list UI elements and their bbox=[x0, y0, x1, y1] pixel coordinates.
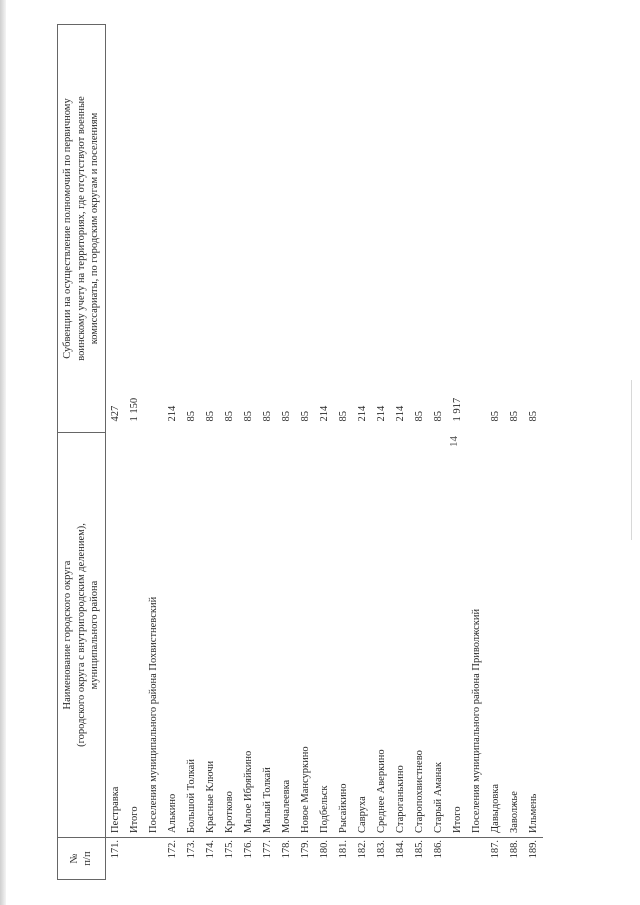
row-name: Поселения муниципального района Приволжский bbox=[467, 433, 486, 838]
table-row bbox=[429, 25, 448, 880]
row-name: Староганькино bbox=[391, 433, 410, 838]
rotated-page-content bbox=[57, 25, 627, 880]
row-value: 214 bbox=[318, 405, 330, 422]
table-row bbox=[334, 25, 353, 880]
row-value: 214 bbox=[375, 405, 387, 422]
row-name: Новое Мансуркино bbox=[296, 433, 315, 838]
row-number bbox=[125, 838, 144, 880]
row-value: 85 bbox=[280, 411, 292, 422]
row-number bbox=[144, 838, 163, 880]
row-name: Ильмень bbox=[524, 433, 543, 838]
header-subsidy: Субвенции на осуществление полномочий по первичному воинскому учету на территориях, где отсутствуют военные комиссариаты, по городским округам и поселениям bbox=[58, 25, 106, 433]
row-number: 176. bbox=[242, 840, 254, 859]
row-name: Малый Толкай bbox=[258, 433, 277, 838]
table-row bbox=[220, 25, 239, 880]
row-name: Итого bbox=[448, 433, 467, 838]
row-number: 187. bbox=[489, 840, 501, 859]
row-number: 183. bbox=[375, 840, 387, 859]
row-number: 173. bbox=[185, 840, 197, 859]
row-number: 174. bbox=[204, 840, 216, 859]
table-row bbox=[467, 25, 486, 880]
table-row bbox=[201, 25, 220, 880]
table-row bbox=[315, 25, 334, 880]
table-row bbox=[410, 25, 429, 880]
table-body bbox=[105, 25, 543, 880]
table-row bbox=[448, 25, 467, 880]
row-value bbox=[467, 25, 486, 433]
row-value: 427 bbox=[109, 405, 121, 422]
row-number: 177. bbox=[261, 840, 273, 859]
subsidy-table bbox=[57, 24, 543, 880]
row-value: 85 bbox=[337, 411, 349, 422]
row-number bbox=[448, 838, 467, 880]
row-value bbox=[144, 25, 163, 433]
row-name: Малое Ибряйкино bbox=[239, 433, 258, 838]
row-number: 185. bbox=[413, 840, 425, 859]
row-name: Заволжье bbox=[505, 433, 524, 838]
table-row bbox=[239, 25, 258, 880]
row-name: Старопохвистнево bbox=[410, 433, 429, 838]
row-value: 85 bbox=[242, 411, 254, 422]
table-row bbox=[505, 25, 524, 880]
row-name: Красные Ключи bbox=[201, 433, 220, 838]
table-row bbox=[182, 25, 201, 880]
row-value: 85 bbox=[223, 411, 235, 422]
table-row bbox=[353, 25, 372, 880]
row-number: 178. bbox=[280, 840, 292, 859]
row-name: Поселения муниципального района Похвистневский bbox=[144, 433, 163, 838]
header-number: № п/п bbox=[58, 838, 106, 880]
row-name: Большой Толкай bbox=[182, 433, 201, 838]
scan-edge-right bbox=[631, 380, 632, 540]
table-header-row bbox=[58, 25, 106, 880]
table-row bbox=[524, 25, 543, 880]
row-name: Давыдовка bbox=[486, 433, 505, 838]
table-row bbox=[372, 25, 391, 880]
row-value: 85 bbox=[185, 411, 197, 422]
table-row bbox=[391, 25, 410, 880]
table-row bbox=[486, 25, 505, 880]
row-value: 214 bbox=[166, 405, 178, 422]
header-name: Наименование городского округа (городского округа с внутригородским делением), муниципального района bbox=[58, 433, 106, 838]
row-value: 85 bbox=[261, 411, 273, 422]
row-name: Мочалеевка bbox=[277, 433, 296, 838]
row-value: 85 bbox=[204, 411, 216, 422]
row-value: 1 917 bbox=[451, 397, 463, 422]
row-number: 172. bbox=[166, 840, 178, 859]
row-name: Пестравка bbox=[105, 433, 125, 838]
table-row bbox=[105, 25, 125, 880]
row-value: 85 bbox=[299, 411, 311, 422]
row-value: 85 bbox=[527, 411, 539, 422]
row-name: Среднее Аверкино bbox=[372, 433, 391, 838]
row-number: 180. bbox=[318, 840, 330, 859]
row-number: 184. bbox=[394, 840, 406, 859]
row-number: 182. bbox=[356, 840, 368, 859]
table-row bbox=[125, 25, 144, 880]
table-row bbox=[296, 25, 315, 880]
page-number: 14 bbox=[448, 436, 460, 447]
row-value: 85 bbox=[413, 411, 425, 422]
table-row bbox=[258, 25, 277, 880]
row-number: 181. bbox=[337, 840, 349, 859]
row-value: 1 150 bbox=[128, 397, 140, 422]
row-name: Старый Аманак bbox=[429, 433, 448, 838]
row-value: 85 bbox=[508, 411, 520, 422]
row-value: 214 bbox=[394, 405, 406, 422]
row-number: 175. bbox=[223, 840, 235, 859]
table-row bbox=[163, 25, 182, 880]
row-value: 214 bbox=[356, 405, 368, 422]
row-name: Рысайкино bbox=[334, 433, 353, 838]
row-value: 85 bbox=[489, 411, 501, 422]
row-number: 179. bbox=[299, 840, 311, 859]
row-name: Кротково bbox=[220, 433, 239, 838]
row-name: Савруха bbox=[353, 433, 372, 838]
table-row bbox=[277, 25, 296, 880]
row-name: Алькино bbox=[163, 433, 182, 838]
row-value: 85 bbox=[432, 411, 444, 422]
scan-edge-left bbox=[0, 0, 6, 905]
row-number: 186. bbox=[432, 840, 444, 859]
table-row bbox=[144, 25, 163, 880]
row-name: Подбельск bbox=[315, 433, 334, 838]
row-number: 188. bbox=[508, 840, 520, 859]
row-name: Итого bbox=[125, 433, 144, 838]
row-number: 171. bbox=[109, 840, 121, 859]
row-number bbox=[467, 838, 486, 880]
row-number: 189. bbox=[527, 840, 539, 859]
